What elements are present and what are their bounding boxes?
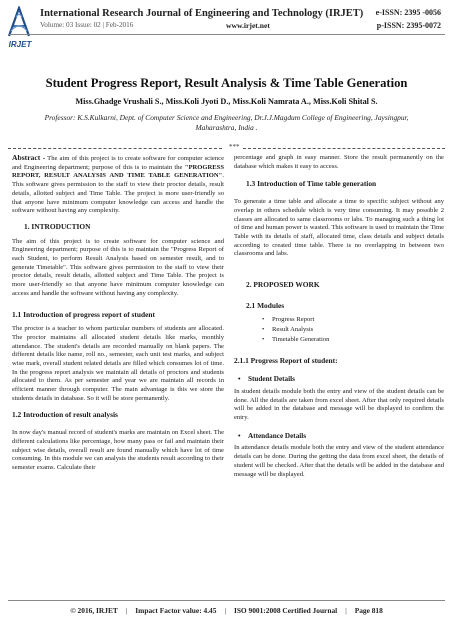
paper-authors: Miss.Ghadge Vrushali S., Miss.Koli Jyoti D., Miss.Koli Namrata A., Miss.Koli Shital S. [75, 97, 378, 106]
journal-header [0, 0, 453, 70]
module-item: • Timetable Generation [272, 336, 444, 345]
journal-website-link[interactable]: www.irjet.net [226, 21, 270, 30]
modules-list [272, 316, 444, 344]
footer-separator: | [224, 606, 226, 615]
right-column [234, 154, 444, 486]
student-details-heading: • Student Details [248, 375, 444, 384]
left-column [12, 154, 224, 480]
footer-separator: | [125, 606, 128, 615]
eissn: e-ISSN: 2395 -0056 [375, 8, 441, 17]
footer-separator: | [345, 606, 347, 615]
pissn: p-ISSN: 2395-0072 [376, 21, 441, 30]
heading-2-1: 2.1 Modules [246, 300, 285, 310]
heading-1-1: 1.1 Introduction of progress report of student [12, 309, 155, 319]
module-item: • Progress Report [272, 316, 444, 325]
section-divider [8, 145, 445, 151]
abstract-bold-title: "PROGRESS REPORT, RESULT ANALYSIS AND TIME TABLE GENERATION" [12, 163, 224, 180]
header-rule [8, 34, 445, 35]
divider-stars: *** [229, 143, 240, 151]
volume-issue: Volume: 03 Issue: 02 | Feb-2016 [40, 21, 134, 29]
abstract [12, 154, 224, 216]
abstract-text-post: . This software gives permission to the staff to view their proctor details, result details, allotted subject and Time Table. The project is more user-friendly so that anyone have minimum computer knowledge can access and handle the software without having any complexity. [12, 172, 224, 215]
footer-copyright: © 2016, IRJET [70, 606, 118, 615]
footer-impact-factor: Impact Factor value: 4.45 [135, 606, 217, 615]
divider-dash-left [8, 148, 222, 149]
journal-name: International Research Journal of Engineering and Technology (IRJET) [40, 8, 364, 19]
paper-affiliation: Professor: K.S.Kulkarni, Dept. of Computer Science and Engineering, Dr.J.J.Magdum College of Engineering, Jaysingpur, Maharashtra, India . [44, 113, 409, 132]
heading-1-3: 1.3 Introduction of Time table generation [246, 179, 377, 189]
attendance-details-heading: • Attendance Details [248, 432, 444, 441]
divider-dash-right [243, 148, 445, 149]
footer-iso: ISO 9001:2008 Certified Journal [233, 606, 338, 615]
logo-text: IRJET [8, 40, 32, 49]
heading-proposed-work: 2. PROPOSED WORK [246, 280, 320, 290]
paper-title: Student Progress Report, Result Analysis & Time Table Generation [45, 76, 408, 90]
module-item: • Result Analysis [272, 326, 444, 335]
footer-text [0, 606, 453, 615]
continued-paragraph: percentage and graph in easy manner. Store the result permanently on the database which makes it easy to access. [234, 154, 444, 170]
heading-2-1-1: 2.1.1 Progress Report of student: [234, 355, 338, 365]
section-1-3-paragraph: To generate a time table and allocate a time to specific subject without any overlap in others schedule which is very time consuming. It may possible 2 classes are allocated to same classrooms or labs. To managing such a thing lot of time and human power is wasted. This software is used to maintain the Time Table with its details of staff, allocated time, class details and subject details according to created time table. There is no overlapping in between two classrooms and labs. [234, 198, 444, 258]
footer-rule [8, 600, 445, 601]
footer-page-number: Page 818 [354, 606, 383, 615]
heading-introduction: 1. INTRODUCTION [24, 221, 91, 231]
intro-paragraph: The aim of this project is to create software for computer science and Engineering department; purpose of this is to maintain the "Progress Report of each Student, to perform Result Analysis based on semester result, and to generate Timetable". This software gives permission to the staff to view their proctor details, result details, allotted subject and Time Table. The project is more user-friendly so that anyone have minimum computer knowledge can access and handle the software without having any complexity. [12, 237, 224, 297]
page-footer [0, 600, 453, 640]
abstract-label: Abstract - [12, 153, 46, 162]
student-details-paragraph: In student details module both the entry and view of the student details can be done. All the details are taken from excel sheet. After that only required details will be added in the database and message will be displayed to confirm the entry. [234, 387, 444, 422]
abstract-text-pre: The aim of this project is to create software for computer science and Engineering department; purpose of this is to maintain the [12, 155, 224, 171]
heading-1-2: 1.2 Introduction of result analysis [12, 409, 118, 419]
section-1-1-paragraph: The proctor is a teacher to whom particular numbers of students are allocated. The proctor maintains all allocated student details like marks, monthly attendance. The student's details are recorded manually on blank papers. The different details like name, roll no., semester, each unit test marks, and subject wise mark, overall student related details are filled which consumes lot of time. In the progress report analysis we maintain all details of proctors and students allocated to them. As per semester and year we are maintain all records in efficient manner through computer. The main advantage is this we store the students details in database. So it will be store permanently. [12, 325, 224, 402]
section-1-2-paragraph: In now day's manual record of student's marks are maintain on Excel sheet. The different calculations like percentage, how many pass or fail and maintain their subject wise details, overall result are found manually which have lot of time consuming. In this module we can analysis the students result according to their semester exams. Calculate their [12, 429, 224, 472]
attendance-details-paragraph: In attendance details module both the entry and view of the student attendance details can be done. During the getting the data from excel sheet, the details of student will be checked. After that the details will be added in the database and message will be displayed. [234, 444, 444, 478]
